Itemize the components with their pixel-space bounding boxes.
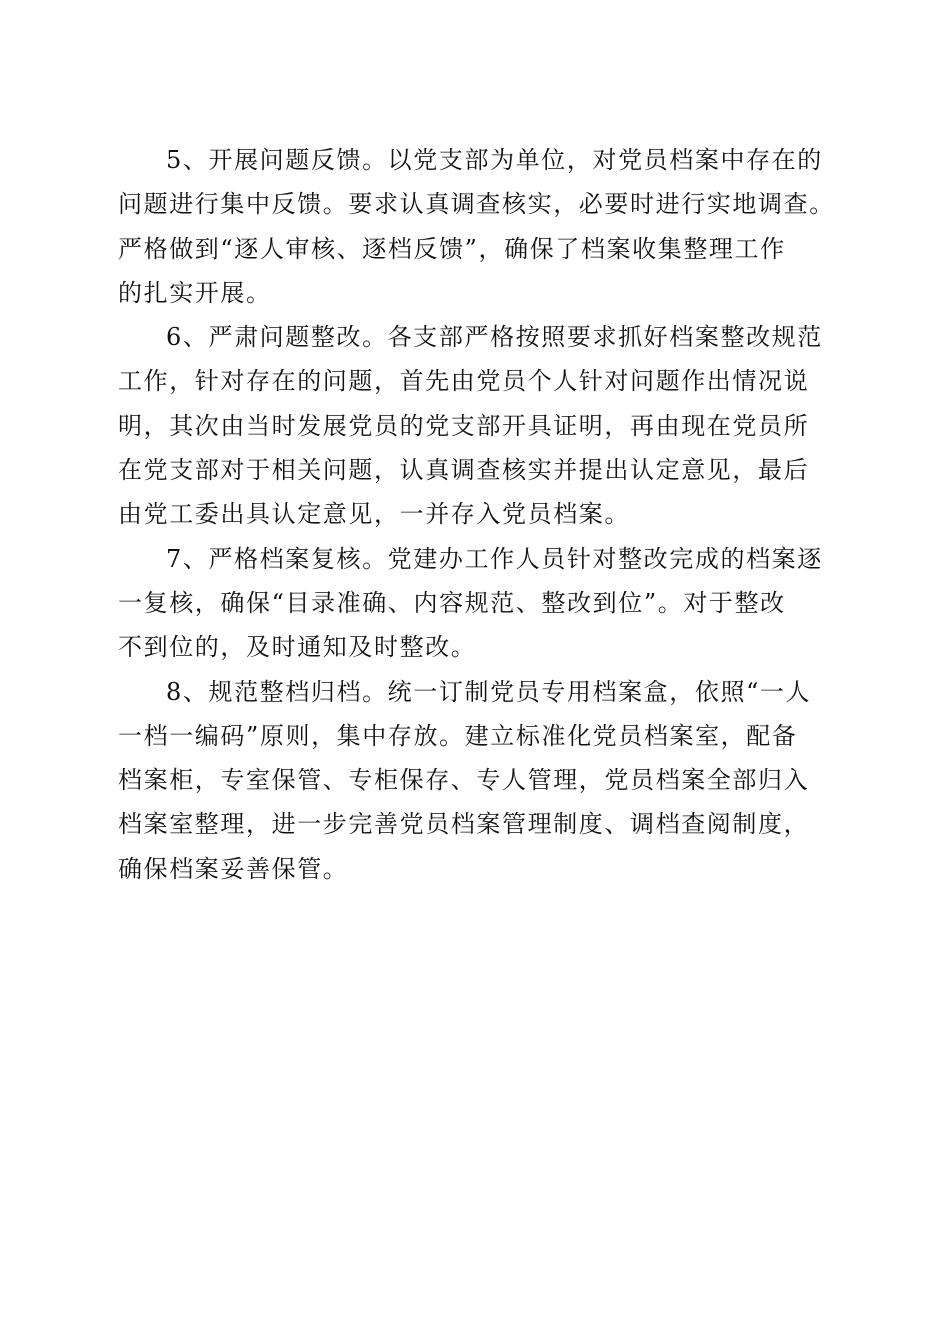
- paragraph-line: 严格做到“逐人审核、逐档反馈”，确保了档案收集整理工作: [118, 234, 786, 263]
- paragraph-line: 7、严格档案复核。党建办工作人员针对整改完成的档案逐: [166, 544, 823, 573]
- paragraph-6: [118, 315, 828, 536]
- paragraph-line: 8、规范整档归档。统一订制党员专用档案盒，依照“一人: [166, 677, 812, 706]
- document-body: [118, 138, 835, 891]
- paragraph-line: 一档一编码”原则，集中存放。建立标准化党员档案室，配备: [118, 721, 798, 750]
- paragraph-line: 在党支部对于相关问题，认真调查核实并提出认定意见，最后: [118, 456, 810, 485]
- paragraph-line: 档案柜，专室保管、专柜保存、专人管理，党员档案全部归入: [118, 766, 810, 795]
- paragraph-5: [118, 138, 835, 315]
- paragraph-line: 的扎实开展。: [118, 278, 272, 307]
- paragraph-line: 5、开展问题反馈。以党支部为单位，对党员档案中存在的: [166, 146, 823, 174]
- paragraph-7: [118, 537, 828, 670]
- paragraph-line: 问题进行集中反馈。要求认真调查核实，必要时进行实地调查。: [118, 190, 835, 219]
- paragraph-line: 6、严肃问题整改。各支部严格按照要求抓好档案整改规范: [166, 323, 823, 352]
- paragraph-line: 确保档案妥善保管。: [118, 854, 349, 883]
- paragraph-line: 明，其次由当时发展党员的党支部开具证明，再由现在党员所: [118, 411, 810, 440]
- paragraph-line: 档案室整理，进一步完善党员档案管理制度、调档查阅制度，: [118, 810, 810, 839]
- paragraph-line: 由党工委出具认定意见，一并存入党员档案。: [118, 500, 630, 529]
- paragraph-line: 不到位的，及时通知及时整改。: [118, 633, 477, 662]
- paragraph-line: 工作，针对存在的问题，首先由党员个人针对问题作出情况说: [118, 367, 810, 396]
- paragraph-line: 一复核，确保“目录准确、内容规范、整改到位”。对于整改: [118, 588, 786, 617]
- paragraph-8: [118, 670, 828, 891]
